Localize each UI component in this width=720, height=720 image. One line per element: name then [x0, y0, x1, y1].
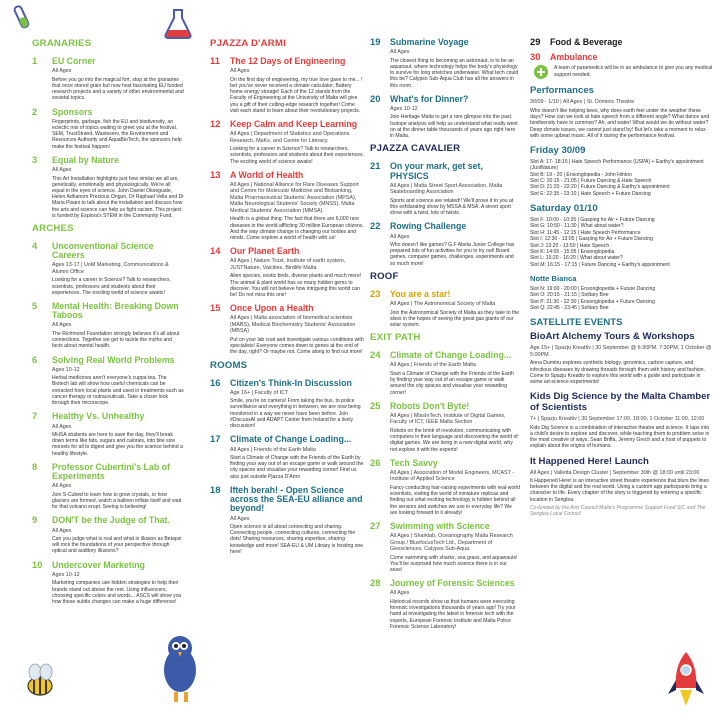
schedule-line: Slot P: 21:30 - 22:30 | Ensonglopedia + Future Dancing: [530, 298, 655, 305]
event-number: 12: [210, 117, 221, 129]
section-title: PJAZZA D'ARMI: [210, 38, 286, 49]
schedule-line: Slot N: 19:00 - 20:00 | Ensonglopedia + Future Dancing: [530, 286, 656, 292]
event-number: 23: [370, 287, 381, 299]
event-meta: Ages 10-12: [390, 105, 418, 112]
event-meta: All Ages | Friends of the Earth Malta: [390, 362, 476, 369]
event-item[interactable]: [210, 118, 365, 165]
event-description: Robots on the brink of revolution, communicating with computers in their language and discovering the world of digital games. We are living in a new digital world, why not explore it with the experts!: [390, 427, 518, 453]
event-item[interactable]: [210, 377, 365, 430]
event-item[interactable]: [32, 154, 184, 219]
section-title: ROOF: [370, 270, 399, 282]
event-meta: All Ages | The Astronomical Society of Malta: [390, 301, 496, 308]
event-number: 1: [32, 55, 38, 66]
event-meta: All Ages | Malta Street Sport Association, Malta Skateboarding Association: [390, 182, 503, 196]
event-title: Keep Calm and Keep Learning: [230, 118, 358, 129]
schedule-line: Slot I: 12:30 - 13:05 | Gasping for Air + Future Dancing: [530, 236, 653, 243]
event-description: Marketing companies use hidden strategies to help their brands stand out above the rest. Using influencers, choosing specific colors and words... ASCS will show you how these subtle changes can make a huge difference!: [52, 580, 182, 606]
event-description: Start a Climate of Change with the Friends of the Earth by finding your way out of an escape game or walk around the city spaces and visualise your rewarding corner! Find us also just outside Pjazza D'Armi: [230, 454, 364, 480]
event-item[interactable]: [370, 400, 520, 453]
event-title: What's for Dinner?: [390, 93, 469, 104]
event-title: Robots Don't Byte!: [390, 400, 470, 411]
event-meta: All Ages | Nature Trust, Institute of earth system, JUSTNature, Vaicities, Birdlife Malta: [230, 258, 346, 271]
event-title: Once Upon a Health: [230, 303, 314, 314]
section-performances: [530, 85, 713, 311]
event-item-food[interactable]: [530, 36, 713, 47]
event-description: A team of paramedics will be in an ambulance to give you any medical support needed.: [554, 65, 713, 78]
section-pjazza-cavalier: [370, 143, 520, 267]
event-title: Professor Cubertini's Lab of Experiments: [52, 461, 170, 482]
event-description: Join S-Cubed to learn how to grow crystals, or how glaciers are formed, watch a balloon inflate itself and wait for that volcano erupt. Seeing is believing!: [52, 491, 182, 511]
event-description: Start a Climate of Change with the Friends of the Earth by finding your way out of an escape game or walk around the city spaces and visualise your rewarding corner!: [390, 370, 514, 396]
section-title: EXIT PATH: [370, 332, 421, 344]
event-meta: All Ages: [52, 167, 72, 174]
event-item[interactable]: [370, 457, 520, 516]
event-title: BioArt Alchemy Tours & Workshops: [530, 331, 695, 343]
event-description: The Richmond Foundation strongly believes it's all about connections. Together we get to tackle the myths and facts about mental health.: [52, 330, 180, 350]
section-title: GRANARIES: [32, 38, 92, 49]
event-item[interactable]: [370, 36, 520, 89]
event-meta: Age 15+ | Spazju Kreattiv | 30 September @ 6:30PM, 7:30PM, 1 October @ 5:00PM.: [530, 345, 712, 358]
event-item[interactable]: [210, 302, 365, 355]
event-meta: Age 16+ | Faculty of ICT: [230, 389, 289, 396]
event-title: Healthy Vs. Unhealthy: [52, 411, 145, 422]
event-description: Can you judge what is real and what is illusion as Betapsi will rock the foundations of your perspective through optical and auditory illusions?: [52, 536, 182, 555]
event-meta: All Ages: [52, 527, 72, 534]
schedule-line: Slot M: 16:15 - 17:15 | Future Dancing + Earthy's appointment: [530, 261, 670, 268]
event-title: DON'T be the Judge of That.: [52, 515, 170, 526]
event-item[interactable]: [370, 577, 520, 630]
event-meta: All Ages | MissInTech, Institute of Digital Games, Faculty of ICT, IEEE Malta Section: [390, 412, 506, 426]
event-title: On your mark, get set, PHYSICS: [390, 161, 483, 181]
section-granaries: [32, 38, 184, 219]
event-description: Fingerprints, garbage, fish the EU and biodiversity, an eclectic mix of topics waiting to greet you at the festival. SEM, TrustStrand, Wasteserv, the Environment and Resources Authority and AquaBioTech, the sponsors help make the festival happen!: [52, 118, 182, 150]
event-number: 15: [210, 302, 221, 314]
event-title: Sponsors: [52, 106, 93, 117]
event-item[interactable]: [370, 160, 520, 216]
section-pjazza-darmi: [210, 38, 365, 356]
event-description: Open science is all about connecting and sharing. Connecting people, connecting cultures, connecting the dots! Sharing resources, sharing expertise, sharing knowledge and more! SEA-EU & UM Library is hosting one here!: [230, 523, 364, 555]
schedule-line: Slot E: 22:35 - 23:10 | Hate Speech + Future Dancing: [530, 190, 651, 197]
event-title: It Happened Here! Launch: [530, 455, 649, 467]
event-meta: Ages 10-12: [52, 366, 80, 373]
event-meta: All Ages: [390, 233, 410, 240]
event-number: 30: [530, 51, 541, 63]
event-title: Rowing Challenge: [390, 221, 467, 232]
event-item-ambulance[interactable]: [530, 51, 713, 79]
funding-note: Co-funded by the Arts Council Malta's Programme Support Fund SIC and The Senglea Local Council: [530, 504, 706, 517]
schedule-line: Slot H: 11:45 - 12:15 | Hate Speech Performance: [530, 229, 641, 236]
event-title: The 12 Days of Engineering: [230, 56, 346, 66]
event-description: Before you go into the magical fort, stop at the granaries that once stored grain but now host fascinating EU funded research projects and a variety of other environmental and societal topics.: [52, 76, 184, 102]
event-item[interactable]: [370, 93, 520, 140]
day-title-saturday: Saturday 01/10: [530, 203, 598, 215]
schedule-line: Slot C: 20:15 - 21:05 | Future Dancing & Hate Speech: [530, 178, 652, 185]
event-number: 29: [530, 36, 541, 47]
event-meta: All Ages: [52, 483, 72, 490]
event-description: Come swimming with sharks, sea grass, and aquanauts! You'll be surprised how much science there is in our seas!: [390, 554, 518, 574]
event-meta: All Ages | Valletta Design Cluster | September 30th @ 18:00 until 23:00: [530, 469, 700, 476]
event-description: Health is a global thing. The fact that there are 6,000 rare diseases in the world afflicting 30 million European citizens. And the way climate change is changing our bodies and minds. Come explore a world of health with us!: [230, 216, 364, 242]
event-description: Smile, you're on camera! From taking the bus, to police surveillance and everything in between, we are now being monitored in a way we never have been before. Join #DiscussAI and ADAPT Center from Ireland for a lively discussion!: [230, 398, 361, 430]
event-meta: 30/09 - 1/10 | All Ages | St. Dominic Theatre: [530, 99, 635, 106]
event-item[interactable]: [32, 106, 184, 150]
event-title: Equal by Nature: [52, 154, 119, 165]
event-number: 26: [370, 456, 381, 468]
event-title: Mental Health: Breaking Down Taboos: [52, 300, 179, 321]
event-number: 16: [210, 376, 221, 388]
day-title-notte-bianca: Notte Bianca: [530, 274, 577, 283]
event-meta: All Ages: [52, 423, 72, 430]
event-description: Who doesn't like games? G.F Abela Junior College has prepared lots of fun activities for you to try out! Board games, computer games, challenges, experiments and so much more!: [390, 242, 515, 267]
section-roof: [370, 271, 520, 328]
event-description: Anna Dumitru explores synthetic biology, genomics, carbon capture, and infectious diseases by drawing threads through them with history and fashion. Come to Spazju Kreattiv to explore this world with a guide and participate in some art-science experiments!: [530, 360, 705, 386]
section-satellite-events: [530, 317, 713, 516]
event-item[interactable]: [32, 240, 184, 296]
event-description: This Art Installation highlights just how similar we all are, genetically, emotionally and physiologically. We're all equal in the eyes of science. John Daniel Okoeguale, Helen Adhanom Precious Ongun, Dr Raphael Vella and Dr Maria Pisani to talk about the installation and discuss how the arts and science can help us fight racism. This project is funded by Esplora's STEM in the Community Fund.: [52, 175, 184, 219]
event-title: Citizen's Think-In Discussion: [230, 377, 352, 388]
event-item[interactable]: [370, 349, 520, 396]
section-title: PJAZZA CAVALIER: [370, 143, 461, 155]
section-arches: [32, 223, 184, 605]
event-item[interactable]: [370, 288, 520, 328]
event-meta: All Ages | Friends of the Earth Malta: [230, 446, 316, 453]
event-description: Alien species, exotic birds, diverse plants and much more! The animal & plant world has so many hidden gems to discover. You will not believe how intriguing this world can be! Do not miss this one!: [230, 273, 362, 299]
event-title: Ambulance: [550, 52, 598, 63]
event-description: It Happened Here! is an interactive street theatre experience that blurs the lines between the digital and the real world. Using a custom app participants bring a character to life. Every chapter of the story is triggered by entering a specific location in Senglea.: [530, 478, 709, 503]
event-meta: All Ages | Department of Statistics and Operations Research, MaKs, and Centre for Literacy: [230, 131, 350, 144]
event-title: Journey of Forensic Sciences: [390, 578, 515, 589]
section-exit-path: [370, 332, 520, 630]
schedule-notte-bianca: [530, 286, 713, 311]
event-title: You are a star!: [390, 288, 451, 299]
event-title: Ifteh berah! - Open Science across the SEA-EU alliance and beyond!: [230, 484, 363, 514]
event-meta: Ages 13-17 | UoM Marketing, Communications & Alumni Office: [52, 262, 169, 275]
event-number: 9: [32, 514, 38, 526]
event-item[interactable]: [530, 331, 713, 385]
event-number: 11: [210, 55, 220, 66]
event-number: 3: [32, 153, 38, 165]
event-meta: All Ages: [52, 68, 72, 75]
event-item[interactable]: [370, 520, 520, 573]
event-item[interactable]: [530, 456, 713, 517]
event-number: 10: [32, 558, 43, 570]
event-number: 8: [32, 460, 38, 472]
event-meta: All Ages: [230, 68, 250, 75]
event-description: On the first day of engineering, my true love gave to me... ! bet you've never received a climate calculator, Battery home energy storage! Each of the 12 stands from the Faculty of Engineering at the University of Malta will give you a gift of their cutting-edge research together! Come visit each stand to learn about their revolutionary projects.: [230, 76, 363, 114]
schedule-line: Slot G: 10:50 - 11:30 | What about water?: [530, 223, 624, 230]
event-title: Undercover Marketing: [52, 559, 145, 570]
section-title: SATELLITE EVENTS: [530, 317, 623, 329]
event-description: Join the Astronomical Society of Malta as they take to the skies in the hopes of seeing the great gas giants of our solar system.: [390, 309, 520, 328]
schedule-line: Slot Q: 22:45 - 23:45 | Solitary Bee: [530, 305, 609, 312]
schedule-friday: [530, 159, 713, 197]
event-item[interactable]: [32, 354, 184, 407]
event-number: 24: [370, 349, 381, 361]
event-description: Put on your lab coat and investigate various conditions with specialists! Everyone comes down to genes at the end of the day, right? Or maybe not. Come along to find out more!: [230, 336, 364, 356]
event-item[interactable]: [210, 169, 365, 241]
event-number: 28: [370, 577, 381, 589]
event-meta: All Ages: [230, 515, 250, 522]
event-number: 17: [210, 433, 221, 445]
event-title: Tech Savvy: [390, 457, 438, 468]
section-rooms: [210, 360, 365, 555]
event-title: A World of Health: [230, 169, 304, 180]
event-number: 27: [370, 519, 381, 531]
event-description: Kids Dig Science is a combination of interactive theatre and science. It taps into a child's desire to explore and discover, while teaching them to problem solve in the most creative of ways. Sean Briffa, Jeremy Grech and a host of puppets to explain about the origins of humans.: [530, 424, 710, 450]
event-number: 18: [210, 483, 221, 495]
event-item[interactable]: [32, 300, 184, 350]
medical-cross-icon: [534, 65, 548, 79]
section-rooms-continued: [370, 36, 520, 139]
column-pjazza-darmi-rooms: [210, 36, 365, 720]
event-item[interactable]: [210, 245, 365, 298]
column-performances-satellite: [530, 36, 713, 720]
section-title: Performances: [530, 85, 594, 97]
test-tube-icon: [6, 4, 40, 34]
day-title-friday: Friday 30/09: [530, 144, 586, 156]
event-number: 25: [370, 399, 381, 411]
event-title: Swimming with Science: [390, 520, 490, 531]
event-item[interactable]: [32, 461, 184, 511]
event-number: 20: [370, 92, 381, 104]
schedule-line: Slot K: 14:05 - 15:05 | Ensonglopedia: [530, 248, 615, 255]
event-number: 6: [32, 353, 38, 365]
schedule-line: Slot B: 19 - 20 | Ensonglopedia - John Hinton: [530, 171, 632, 178]
schedule-line: Slot D: 21:20 - 22:20 | Future Dancing & Earthy's appointment: [530, 184, 670, 191]
event-item[interactable]: [32, 514, 184, 554]
event-meta: Ages 10-12: [52, 571, 80, 578]
event-item[interactable]: [32, 410, 184, 457]
event-title: Kids Dig Science by the Malta Chamber of Scientists: [530, 391, 711, 414]
event-title: EU Corner: [52, 56, 96, 66]
event-number: 5: [32, 299, 38, 311]
event-description: Looking for a career in Science? Talk to researchers, scientists, professors and students about their experiences. The exciting world of science awaits!: [230, 146, 364, 165]
event-title: Climate of Change Loading...: [390, 350, 512, 361]
event-description: The closest thing to becoming an astronaut, is to be an aquanaut, where technology helps the body's physiology to survive for long stretches underwater. What tech could this be? Calypso Sub-Aqua Club has all the answers in this room.: [390, 57, 519, 89]
event-meta: All Ages: [52, 322, 72, 329]
event-meta: All Ages | Association of Model Engineers, MCAST - Institute of Applied Science: [390, 469, 515, 483]
event-item[interactable]: [32, 55, 184, 102]
column-granaries-arches: [32, 36, 184, 720]
schedule-saturday: [530, 217, 713, 268]
event-title: Climate of Change Loading...: [230, 434, 352, 445]
event-title: Solving Real World Problems: [52, 354, 175, 365]
section-title: ARCHES: [32, 222, 74, 234]
event-meta: All Ages | Malta association of biomedical scientists (MABS), Medical Biochemistry Students' Association (MBSA): [230, 315, 356, 335]
event-number: 21: [370, 160, 381, 172]
schedule-line: Slot F: 10:00 - 10:35 | Gasping for Air + Future Dancing: [530, 217, 655, 224]
event-meta: All Ages | Sharklab, Oceanography Malta Research Group / BluefocusTech Ltd., Department of Geosciences, Calypso Sub-Aqua: [390, 533, 513, 553]
event-title: Food & Beverage: [550, 37, 623, 47]
event-title: Submarine Voyage: [390, 37, 469, 47]
event-description: Join Heritage Malta to get a rare glimpse into the past. Isotope analysis will help us understand what really went on at the dinner table thousands of years ago right here in Malta.: [390, 114, 518, 140]
event-item[interactable]: [370, 220, 520, 267]
event-description: Looking for a career in Science? Talk to researchers, scientists, professors and students about their experiences. The exciting world of science awaits!: [52, 277, 171, 296]
schedule-line: Slot O: 20:15 - 21:15 | Solitary Bee: [530, 292, 609, 299]
event-item[interactable]: [32, 559, 184, 606]
event-item[interactable]: [530, 391, 713, 449]
event-number: 14: [210, 245, 221, 257]
column-rooms-cavalier-roof-exit: [370, 36, 520, 720]
event-description: MHSA students are here to save the day, they'll break down terms like fats, sugars and calories, into bite size morsels for all to digest and give you the science behind a healthy lifestyle.: [52, 431, 183, 457]
event-item[interactable]: [210, 484, 365, 555]
event-description: Sports and science are related!! We'll prove it to you at this exhilarating show by MSSA & MSA. A street sport show with a twist, lots of twists.: [390, 197, 514, 217]
event-meta: 7+ | Spazju Kreattiv | 30 September 17:00, 18:00, 1 October 11:00, 12:00: [530, 416, 705, 423]
event-number: 4: [32, 239, 38, 251]
schedule-line: Slot L: 15:20 - 16:20 | What about water?: [530, 255, 623, 262]
event-number: 2: [32, 105, 38, 117]
schedule-line: Slot A: 17- 18:15 | Hate Speech Performance (USPA) + Earthy's appointment (JustNature): [530, 158, 704, 172]
section-title: ROOMS: [210, 359, 248, 371]
flask-icon: [160, 6, 196, 40]
event-description: Herbal medicines aren't everyone's cuppa tea. The Biotech lab will show how useful chemicals can be extracted from local plants and used in treatments such as cancer therapy or nutraceuticals. Take a closer look through their microscope.: [52, 375, 184, 407]
event-number: 22: [370, 220, 381, 232]
event-item[interactable]: [210, 55, 365, 114]
event-description: Who doesn't like helping bees, why does earth feel under the weather these days? How can we look at hate speech from a different angle? What dance and biodiversity have in common? Ah, and water! What would we do without water? Deep climate issues, we cannot just stand by! But let's take a moment to relax with some upbeat music. All of it during the performance festival.: [530, 107, 710, 139]
event-meta: All Ages: [390, 49, 410, 56]
event-meta: All Ages: [390, 590, 410, 597]
event-description: Historical records show us that humans were executing forensic investigations thousands of years ago! Try your hand at investigating the latest in forensic tech with the experts, European Forensic Institute and Malta Police Forensic Science Laboratory!: [390, 598, 516, 630]
event-item[interactable]: [210, 433, 365, 480]
event-number: 19: [370, 36, 381, 47]
schedule-line: Slot J: 13:20 - 13:50 | Hate Speech: [530, 242, 610, 249]
event-number: 13: [210, 168, 221, 180]
event-number: 7: [32, 410, 38, 422]
event-description: Fancy conducting hair-raising experiments with real-world scientists, visiting the world of miniature replicas and finding out what exciting technology is hidden behind all the sensors and switches we use in everyday life? We are looking forward to it already!: [390, 484, 520, 516]
event-meta: All Ages | National Alliance for Rare Diseases Support and Centre for Molecular Medicine and Biobanking, Malta Pharmaceutical Students' Association (MPSA), Malta Neurological Students' Society (MNSS), Malta Medical Students' Association (MMSA).: [230, 181, 359, 214]
event-title: Our Planet Earth: [230, 246, 300, 257]
event-title: Unconventional Science Careers: [52, 240, 154, 261]
